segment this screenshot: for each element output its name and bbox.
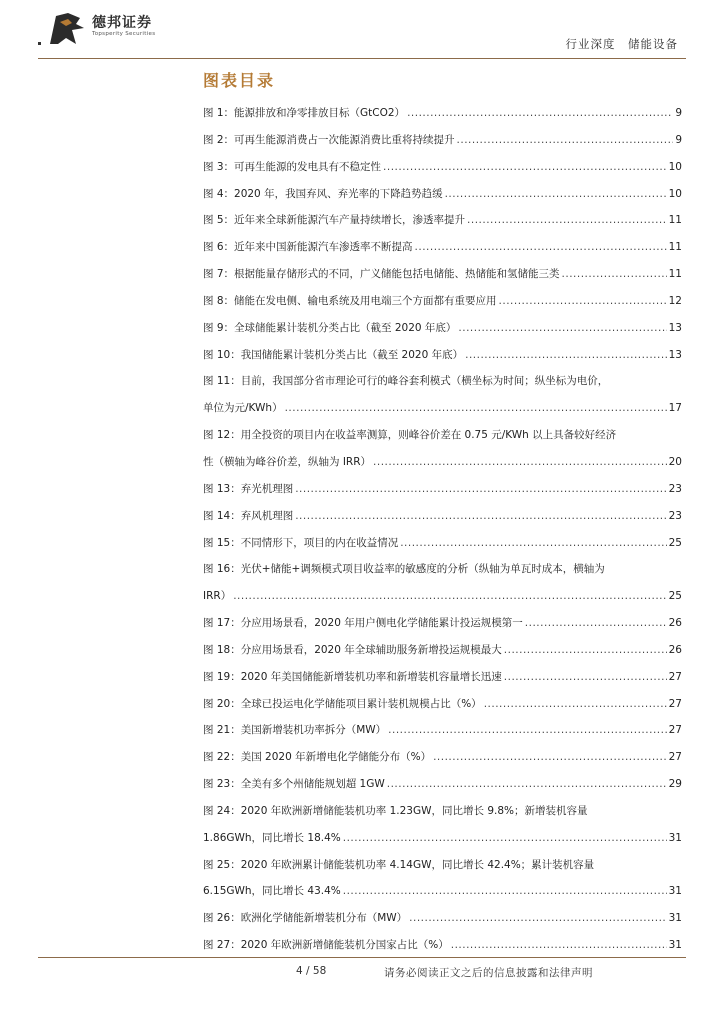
toc-entry-label: 图 5：近年来全球新能源汽车产量持续增长，渗透率提升 — [203, 214, 466, 227]
toc-leader-dots — [373, 455, 667, 469]
toc-entry-label: 图 17：分应用场景看，2020 年用户侧电化学储能累计投运规模第一 — [203, 617, 523, 630]
toc-entry-page: 26 — [668, 617, 682, 630]
toc-entry-page: 11 — [668, 268, 682, 281]
toc-entry-label: 图 20：全球已投运电化学储能项目累计装机规模占比（%） — [203, 697, 482, 710]
toc-entry-page: 17 — [668, 402, 682, 415]
toc-entry-page: 9 — [675, 107, 682, 119]
toc-entry-label: 单位为元/KWh） — [203, 402, 283, 415]
report-type: 行业深度 储能设备 — [565, 37, 678, 51]
toc-leader-dots — [457, 133, 674, 147]
toc-entry[interactable] — [203, 723, 682, 750]
toc-entry-label: 图 16：光伏+储能+调频模式项目收益率的敏感度的分析（纵轴为单瓦时成本，横轴为 — [203, 563, 605, 576]
toc-leader-dots — [504, 670, 667, 684]
toc-entry-label: 图 14：弃风机理图 — [203, 509, 294, 522]
toc-leader-dots — [343, 884, 667, 898]
toc-entry[interactable] — [203, 884, 682, 911]
toc-entry-page: 26 — [668, 643, 682, 656]
toc-entry[interactable] — [203, 643, 682, 670]
toc-entry-page: 31 — [668, 831, 682, 844]
toc-entry-page: 31 — [668, 912, 682, 925]
toc-entry-label: 图 27：2020 年欧洲新增储能装机分国家占比（%） — [203, 939, 449, 952]
toc-leader-dots — [433, 750, 667, 764]
toc-entry-label: 图 6：近年来中国新能源汽车渗透率不断提高 — [203, 241, 413, 254]
toc-entry[interactable] — [203, 106, 682, 133]
toc-leader-dots — [467, 213, 667, 227]
toc-leader-dots — [407, 106, 673, 120]
toc-entry[interactable] — [203, 133, 682, 160]
toc-entry-page: 27 — [668, 751, 682, 764]
toc-entry — [203, 374, 682, 401]
toc-entry[interactable] — [203, 160, 682, 187]
toc-entry-page: 25 — [668, 536, 682, 549]
toc-entry-label: 图 21：美国新增装机功率拆分（MW） — [203, 724, 387, 737]
company-logo-icon — [46, 10, 86, 48]
toc-entry-label: 图 12：用全投资的项目内在收益率测算，则峰谷价差在 0.75 元/KWh 以上具备较好经济 — [203, 429, 617, 442]
toc-leader-dots — [504, 643, 667, 657]
toc-entry — [203, 428, 682, 455]
toc-entry[interactable] — [203, 348, 682, 375]
toc-entry-label: 图 23：全美有多个州储能规划超 1GW — [203, 778, 385, 791]
toc-entry[interactable] — [203, 777, 682, 804]
toc-entry-page: 10 — [668, 187, 682, 200]
page-indicator: 4 / 58 — [296, 965, 327, 977]
toc-entry-label: 图 8：储能在发电侧、输电系统及用电端三个方面都有重要应用 — [203, 294, 497, 307]
toc-leader-dots — [458, 321, 666, 335]
footer-divider — [38, 957, 686, 958]
toc-entry-page: 23 — [668, 482, 682, 495]
toc-entry-page: 31 — [668, 939, 682, 952]
toc-entry-label: 图 11：目前，我国部分省市理论可行的峰谷套利模式（横坐标为时间；纵坐标为电价， — [203, 375, 609, 388]
toc-entry — [203, 562, 682, 589]
toc-entry[interactable] — [203, 536, 682, 563]
toc-entry[interactable] — [203, 187, 682, 214]
toc-leader-dots — [383, 160, 667, 174]
toc-leader-dots — [233, 589, 666, 603]
toc-entry-page: 27 — [668, 697, 682, 710]
toc-entry-label: 图 9：全球储能累计装机分类占比（截至 2020 年底） — [203, 321, 457, 334]
section-title: 图表目录 — [203, 71, 276, 90]
toc-entry[interactable] — [203, 455, 682, 482]
toc-entry-label: 图 19：2020 年美国储能新增装机功率和新增装机容量增长迅速 — [203, 670, 502, 683]
toc-entry[interactable] — [203, 750, 682, 777]
toc-entry[interactable] — [203, 482, 682, 509]
toc-entry-page: 23 — [668, 509, 682, 522]
toc-entry-label: 性（横轴为峰谷价差，纵轴为 IRR） — [203, 455, 372, 468]
toc-entry-label: 图 2：可再生能源消费占一次能源消费比重将持续提升 — [203, 133, 455, 146]
toc-entry-page: 27 — [668, 670, 682, 683]
brand-name: 德邦证券 — [92, 15, 152, 31]
toc-entry-page: 11 — [668, 241, 682, 254]
toc-entry-label: 图 24：2020 年欧洲新增储能装机功率 1.23GW，同比增长 9.8%；新增装机容量 — [203, 804, 588, 817]
header-divider — [38, 58, 686, 59]
toc-entry-page: 12 — [668, 294, 682, 307]
toc-entry-page: 29 — [668, 778, 682, 791]
toc-entry-label: 图 15：不同情形下，项目的内在收益情况 — [203, 536, 399, 549]
toc-leader-dots — [445, 187, 667, 201]
toc-entry-page: 9 — [675, 133, 682, 146]
toc-entry-label: 6.15GWh，同比增长 43.4% — [203, 885, 341, 898]
toc-entry[interactable] — [203, 938, 682, 965]
toc-entry[interactable] — [203, 240, 682, 267]
toc-entry[interactable] — [203, 697, 682, 724]
toc-entry-page: 31 — [668, 885, 682, 898]
toc-entry-label: 图 4：2020 年，我国弃风、弃光率的下降趋势趋缓 — [203, 187, 443, 200]
decorative-dot — [38, 42, 41, 45]
toc-entry[interactable] — [203, 670, 682, 697]
toc-leader-dots — [343, 831, 667, 845]
toc-leader-dots — [409, 911, 666, 925]
toc-leader-dots — [285, 401, 667, 415]
toc-entry-label: 图 25：2020 年欧洲累计储能装机功率 4.14GW，同比增长 42.4%；累计装机容量 — [203, 858, 595, 871]
toc-entry-label: 图 7：根据能量存储形式的不同，广义储能包括电储能、热储能和氢储能三类 — [203, 268, 560, 281]
toc-entry-label: 图 3：可再生能源的发电具有不稳定性 — [203, 160, 382, 173]
toc-entry-label: IRR） — [203, 590, 232, 603]
page-header — [0, 0, 724, 56]
toc-entry-label: 图 13：弃光机理图 — [203, 482, 294, 495]
toc-entry[interactable] — [203, 589, 682, 616]
toc-entry-label: 图 22：美国 2020 年新增电化学储能分布（%） — [203, 751, 432, 764]
toc-leader-dots — [451, 938, 667, 952]
toc-entry[interactable] — [203, 401, 682, 428]
toc-entry[interactable] — [203, 294, 682, 321]
toc-leader-dots — [388, 723, 666, 737]
toc-entry-page: 10 — [668, 160, 682, 173]
toc-leader-dots — [465, 348, 667, 362]
toc-entry[interactable] — [203, 831, 682, 858]
toc-leader-dots — [562, 267, 667, 281]
toc-entry-label: 图 18：分应用场景看，2020 年全球辅助服务新增投运规模最大 — [203, 643, 502, 656]
toc-entry-page: 13 — [668, 348, 682, 361]
toc-entry[interactable] — [203, 509, 682, 536]
toc-leader-dots — [525, 616, 667, 630]
toc-leader-dots — [499, 294, 667, 308]
toc-entry — [203, 858, 682, 885]
toc-entry-page: 13 — [668, 321, 682, 334]
toc-entry[interactable] — [203, 213, 682, 240]
toc-entry — [203, 804, 682, 831]
figure-table-of-contents — [203, 106, 682, 965]
toc-entry-label: 图 10：我国储能累计装机分类占比（截至 2020 年底） — [203, 348, 464, 361]
toc-entry-page: 25 — [668, 590, 682, 603]
legal-disclaimer: 请务必阅读正文之后的信息披露和法律声明 — [384, 967, 593, 979]
toc-leader-dots — [484, 697, 667, 711]
toc-leader-dots — [295, 482, 666, 496]
toc-entry[interactable] — [203, 267, 682, 294]
toc-entry-page: 11 — [668, 214, 682, 227]
toc-entry[interactable] — [203, 616, 682, 643]
toc-entry[interactable] — [203, 321, 682, 348]
toc-leader-dots — [295, 509, 666, 523]
toc-entry-page: 27 — [668, 724, 682, 737]
brand-name-english: Topsperity Securities — [92, 31, 156, 37]
toc-entry-page: 20 — [668, 455, 682, 468]
toc-leader-dots — [415, 240, 667, 254]
toc-entry-label: 图 1：能源排放和净零排放目标（GtCO2） — [203, 107, 406, 119]
toc-leader-dots — [400, 536, 666, 550]
toc-entry-label: 图 26：欧洲化学储能新增装机分布（MW） — [203, 912, 408, 925]
toc-entry[interactable] — [203, 911, 682, 938]
toc-entry-label: 1.86GWh，同比增长 18.4% — [203, 831, 341, 844]
toc-leader-dots — [387, 777, 667, 791]
